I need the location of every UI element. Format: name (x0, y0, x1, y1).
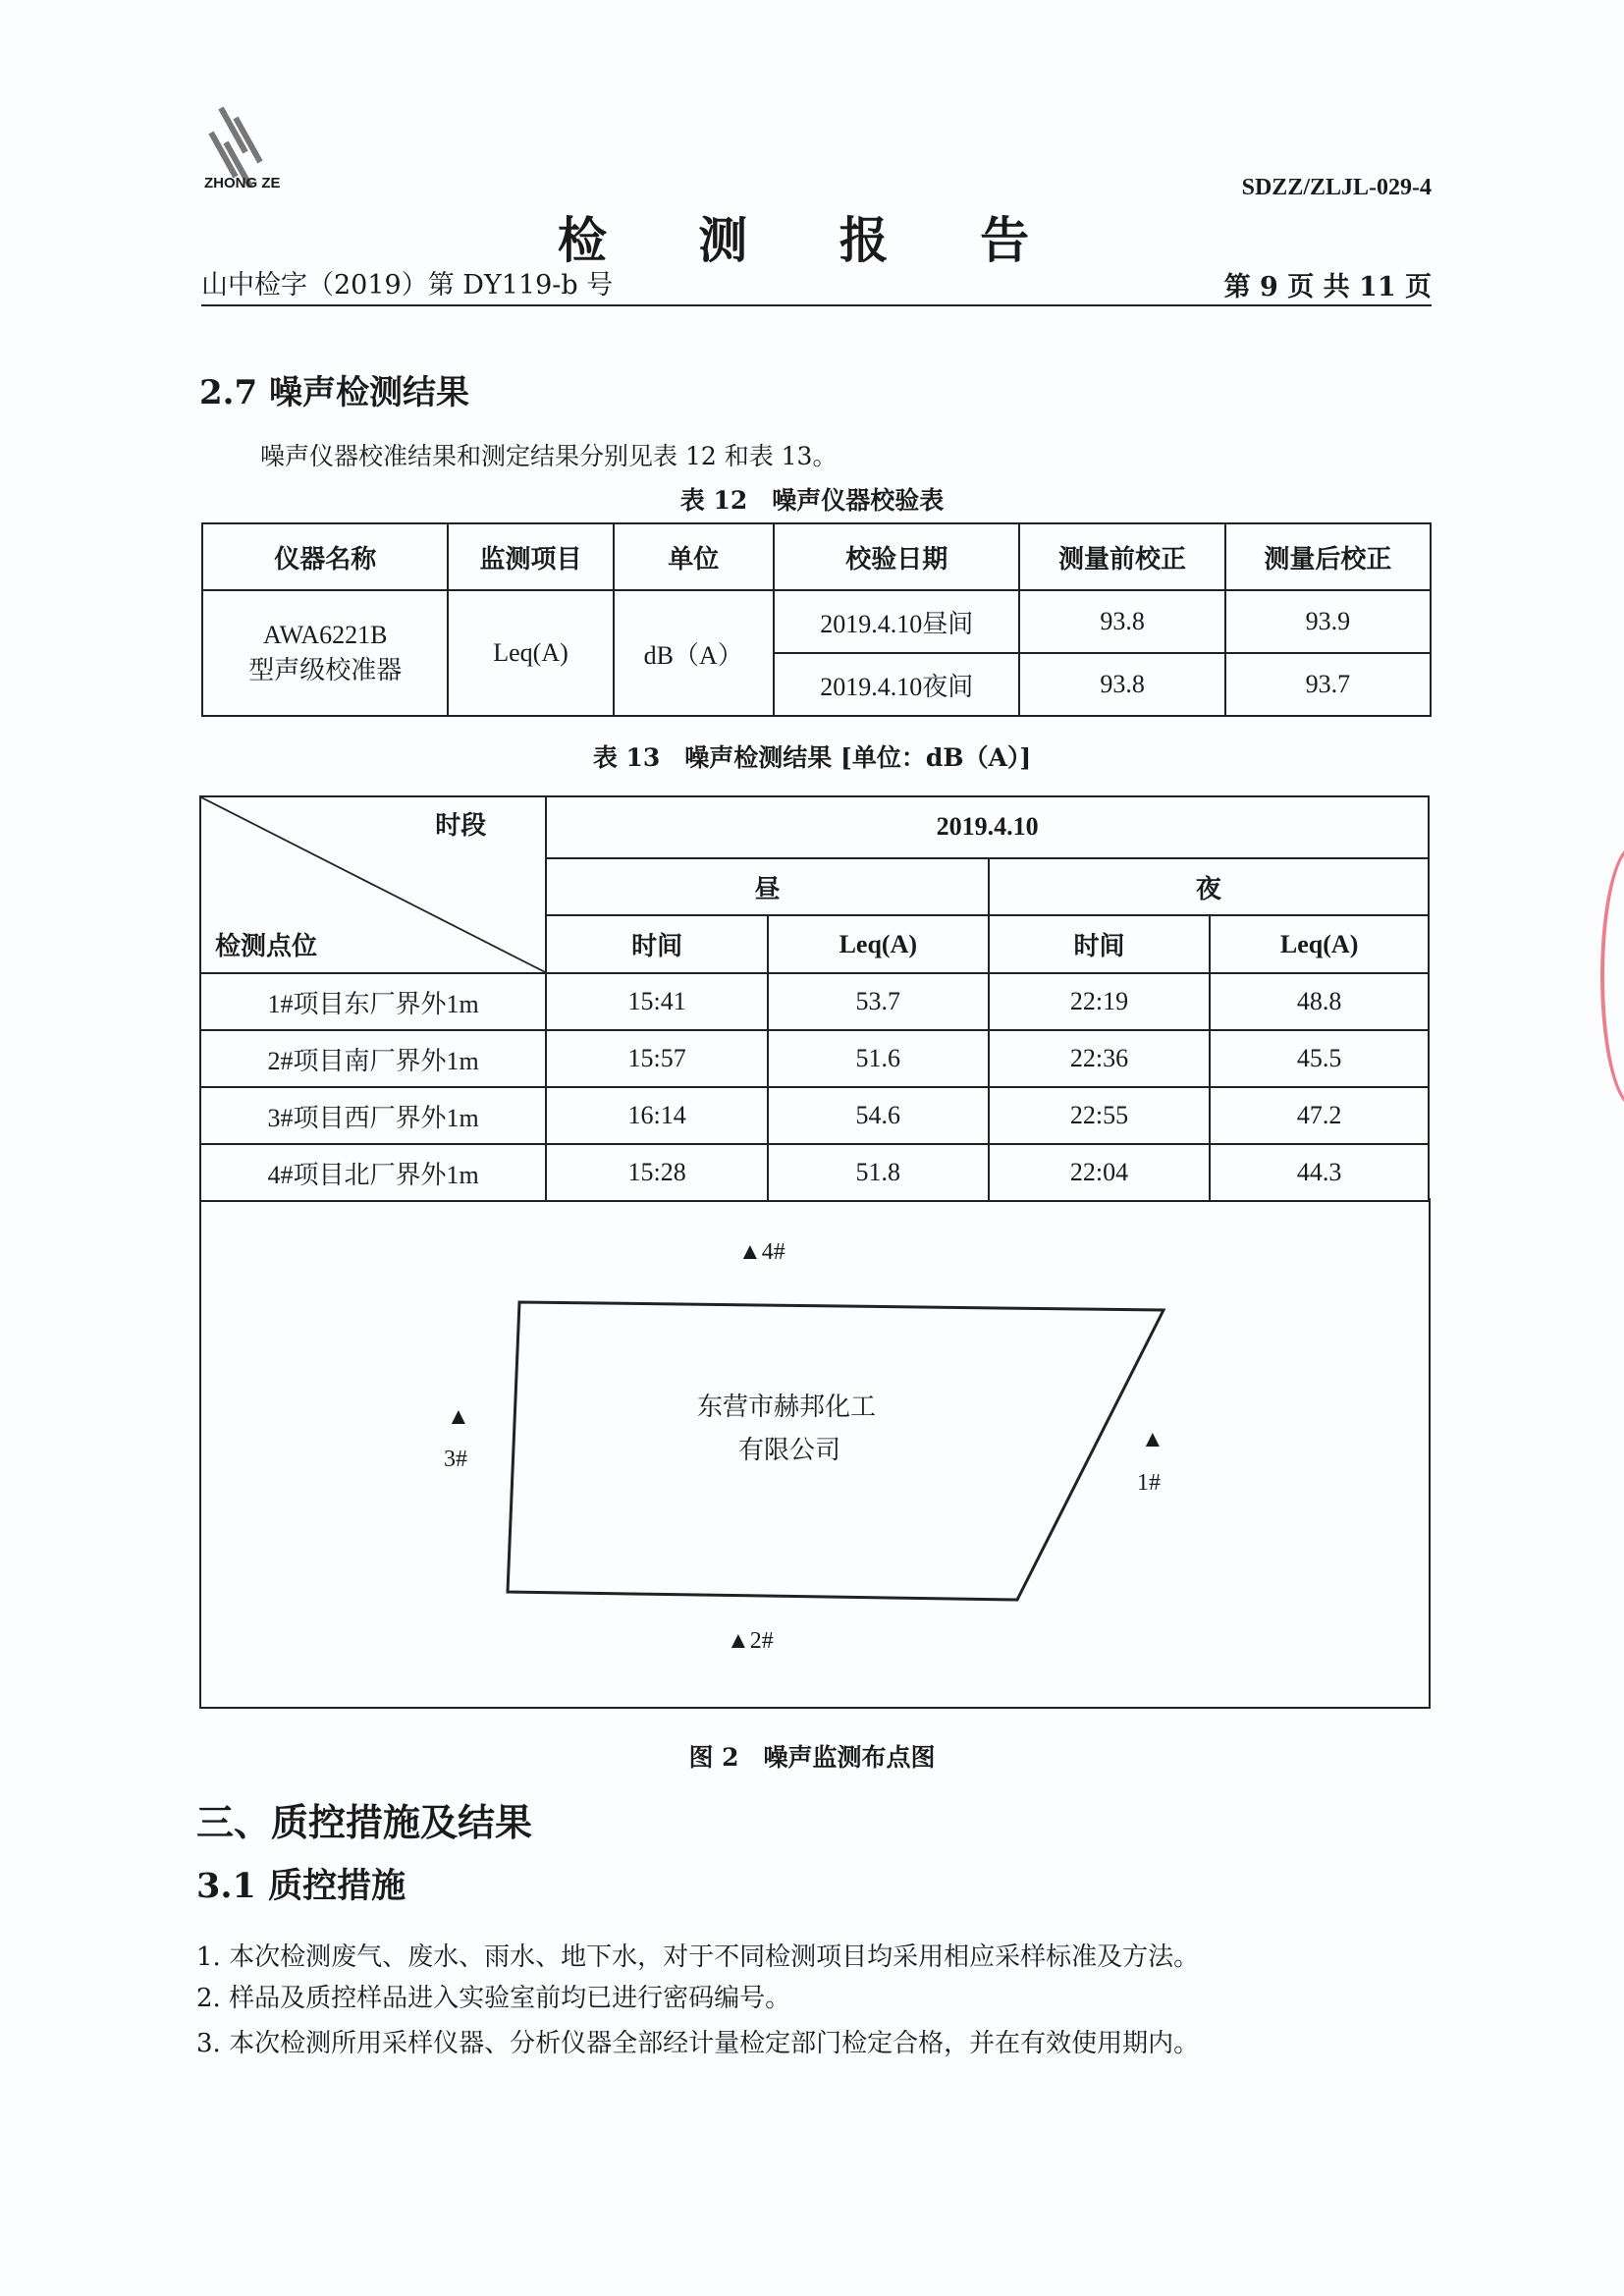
instrument-name: AWA6221B (262, 620, 388, 649)
header-cell: 仪器名称 (202, 523, 448, 590)
after-cell: 93.9 (1225, 590, 1431, 653)
day-header: 昼 (546, 858, 988, 916)
corner-bottom-label: 检测点位 (215, 932, 318, 960)
night-leq-cell: 47.2 (1210, 1087, 1429, 1144)
marker-4: ▲4# (738, 1239, 785, 1265)
point-cell: 4#项目北厂界外1m (200, 1144, 546, 1201)
header-cell: 测量后校正 (1225, 523, 1431, 590)
time-header: 时间 (989, 915, 1211, 973)
page-title: 检 测 报 告 (557, 211, 1067, 269)
marker-1-triangle-icon: ▲ (1141, 1427, 1164, 1452)
leq-header: Leq(A) (768, 915, 989, 973)
subsection-heading: 3.1 质控措施 (196, 1866, 406, 1906)
point-cell: 3#项目西厂界外1m (200, 1087, 546, 1144)
figure-caption: 图 2 噪声监测布点图 (688, 1743, 936, 1772)
list-item: 1. 本次检测废气、废水、雨水、地下水，对于不同检测项目均采用相应采样标准及方法。 (196, 1942, 1200, 1972)
night-leq-cell: 45.5 (1210, 1030, 1429, 1087)
instrument-type: 型声级校准器 (248, 655, 403, 684)
header-cell: 校验日期 (774, 523, 1019, 590)
before-cell: 93.8 (1019, 653, 1224, 716)
marker-1-label: 1# (1137, 1470, 1161, 1496)
before-cell: 93.8 (1019, 590, 1224, 653)
date-cell: 2019.4.10昼间 (774, 590, 1019, 653)
night-leq-cell: 44.3 (1210, 1144, 1429, 1201)
date-cell: 2019.4.10夜间 (774, 653, 1019, 716)
company-name-line2: 有限公司 (738, 1436, 841, 1464)
header-cell: 监测项目 (448, 523, 613, 590)
table12-caption: 表 12 噪声仪器校验表 (679, 486, 945, 515)
day-time-cell: 15:41 (546, 973, 768, 1030)
marker-3-label: 3# (444, 1447, 467, 1472)
marker-3-triangle-icon: ▲ (447, 1404, 470, 1430)
day-leq-cell: 53.7 (768, 973, 989, 1030)
after-cell: 93.7 (1225, 653, 1431, 716)
time-header: 时间 (546, 915, 768, 973)
night-time-cell: 22:19 (989, 973, 1211, 1030)
list-item: 3. 本次检测所用采样仪器、分析仪器全部经计量检定部门检定合格，并在有效使用期内。 (196, 2029, 1200, 2058)
list-item: 2. 样品及质控样品进入实验室前均已进行密码编号。 (196, 1984, 791, 2013)
document-code: SDZZ/ZLJL-029-4 (1241, 175, 1432, 200)
night-time-cell: 22:55 (989, 1087, 1211, 1144)
day-leq-cell: 51.8 (768, 1144, 989, 1201)
day-time-cell: 15:28 (546, 1144, 768, 1201)
night-leq-cell: 48.8 (1210, 973, 1429, 1030)
section-heading: 2.7 噪声检测结果 (199, 373, 469, 412)
day-leq-cell: 51.6 (768, 1030, 989, 1087)
page-number: 第 9 页 共 11 页 (1223, 272, 1432, 302)
intro-text: 噪声仪器校准结果和测定结果分别见表 12 和表 13。 (260, 442, 838, 470)
company-name: 东营市赫邦化工 (697, 1393, 877, 1421)
unit-cell: dB（A） (614, 590, 774, 716)
header-cell: 单位 (614, 523, 774, 590)
report-number: 山中检字（2019）第 DY119-b 号 (201, 270, 614, 301)
day-leq-cell: 54.6 (768, 1087, 989, 1144)
header-cell: 测量前校正 (1019, 523, 1224, 590)
logo-text: ZHONG ZE (204, 175, 281, 191)
point-cell: 2#项目南厂界外1m (200, 1030, 546, 1087)
night-time-cell: 22:36 (989, 1030, 1211, 1087)
marker-2: ▲2# (727, 1628, 774, 1654)
point-cell: 1#项目东厂界外1m (200, 973, 546, 1030)
corner-top-label: 时段 (435, 811, 487, 840)
night-time-cell: 22:04 (989, 1144, 1211, 1201)
date-header: 2019.4.10 (546, 796, 1429, 858)
day-time-cell: 15:57 (546, 1030, 768, 1087)
section-heading: 三、质控措施及结果 (196, 1800, 533, 1844)
item-cell: Leq(A) (448, 590, 613, 716)
leq-header: Leq(A) (1210, 915, 1429, 973)
day-time-cell: 16:14 (546, 1087, 768, 1144)
night-header: 夜 (989, 858, 1429, 916)
table13-caption: 表 13 噪声检测结果 [单位：dB（A）] (592, 743, 1032, 772)
